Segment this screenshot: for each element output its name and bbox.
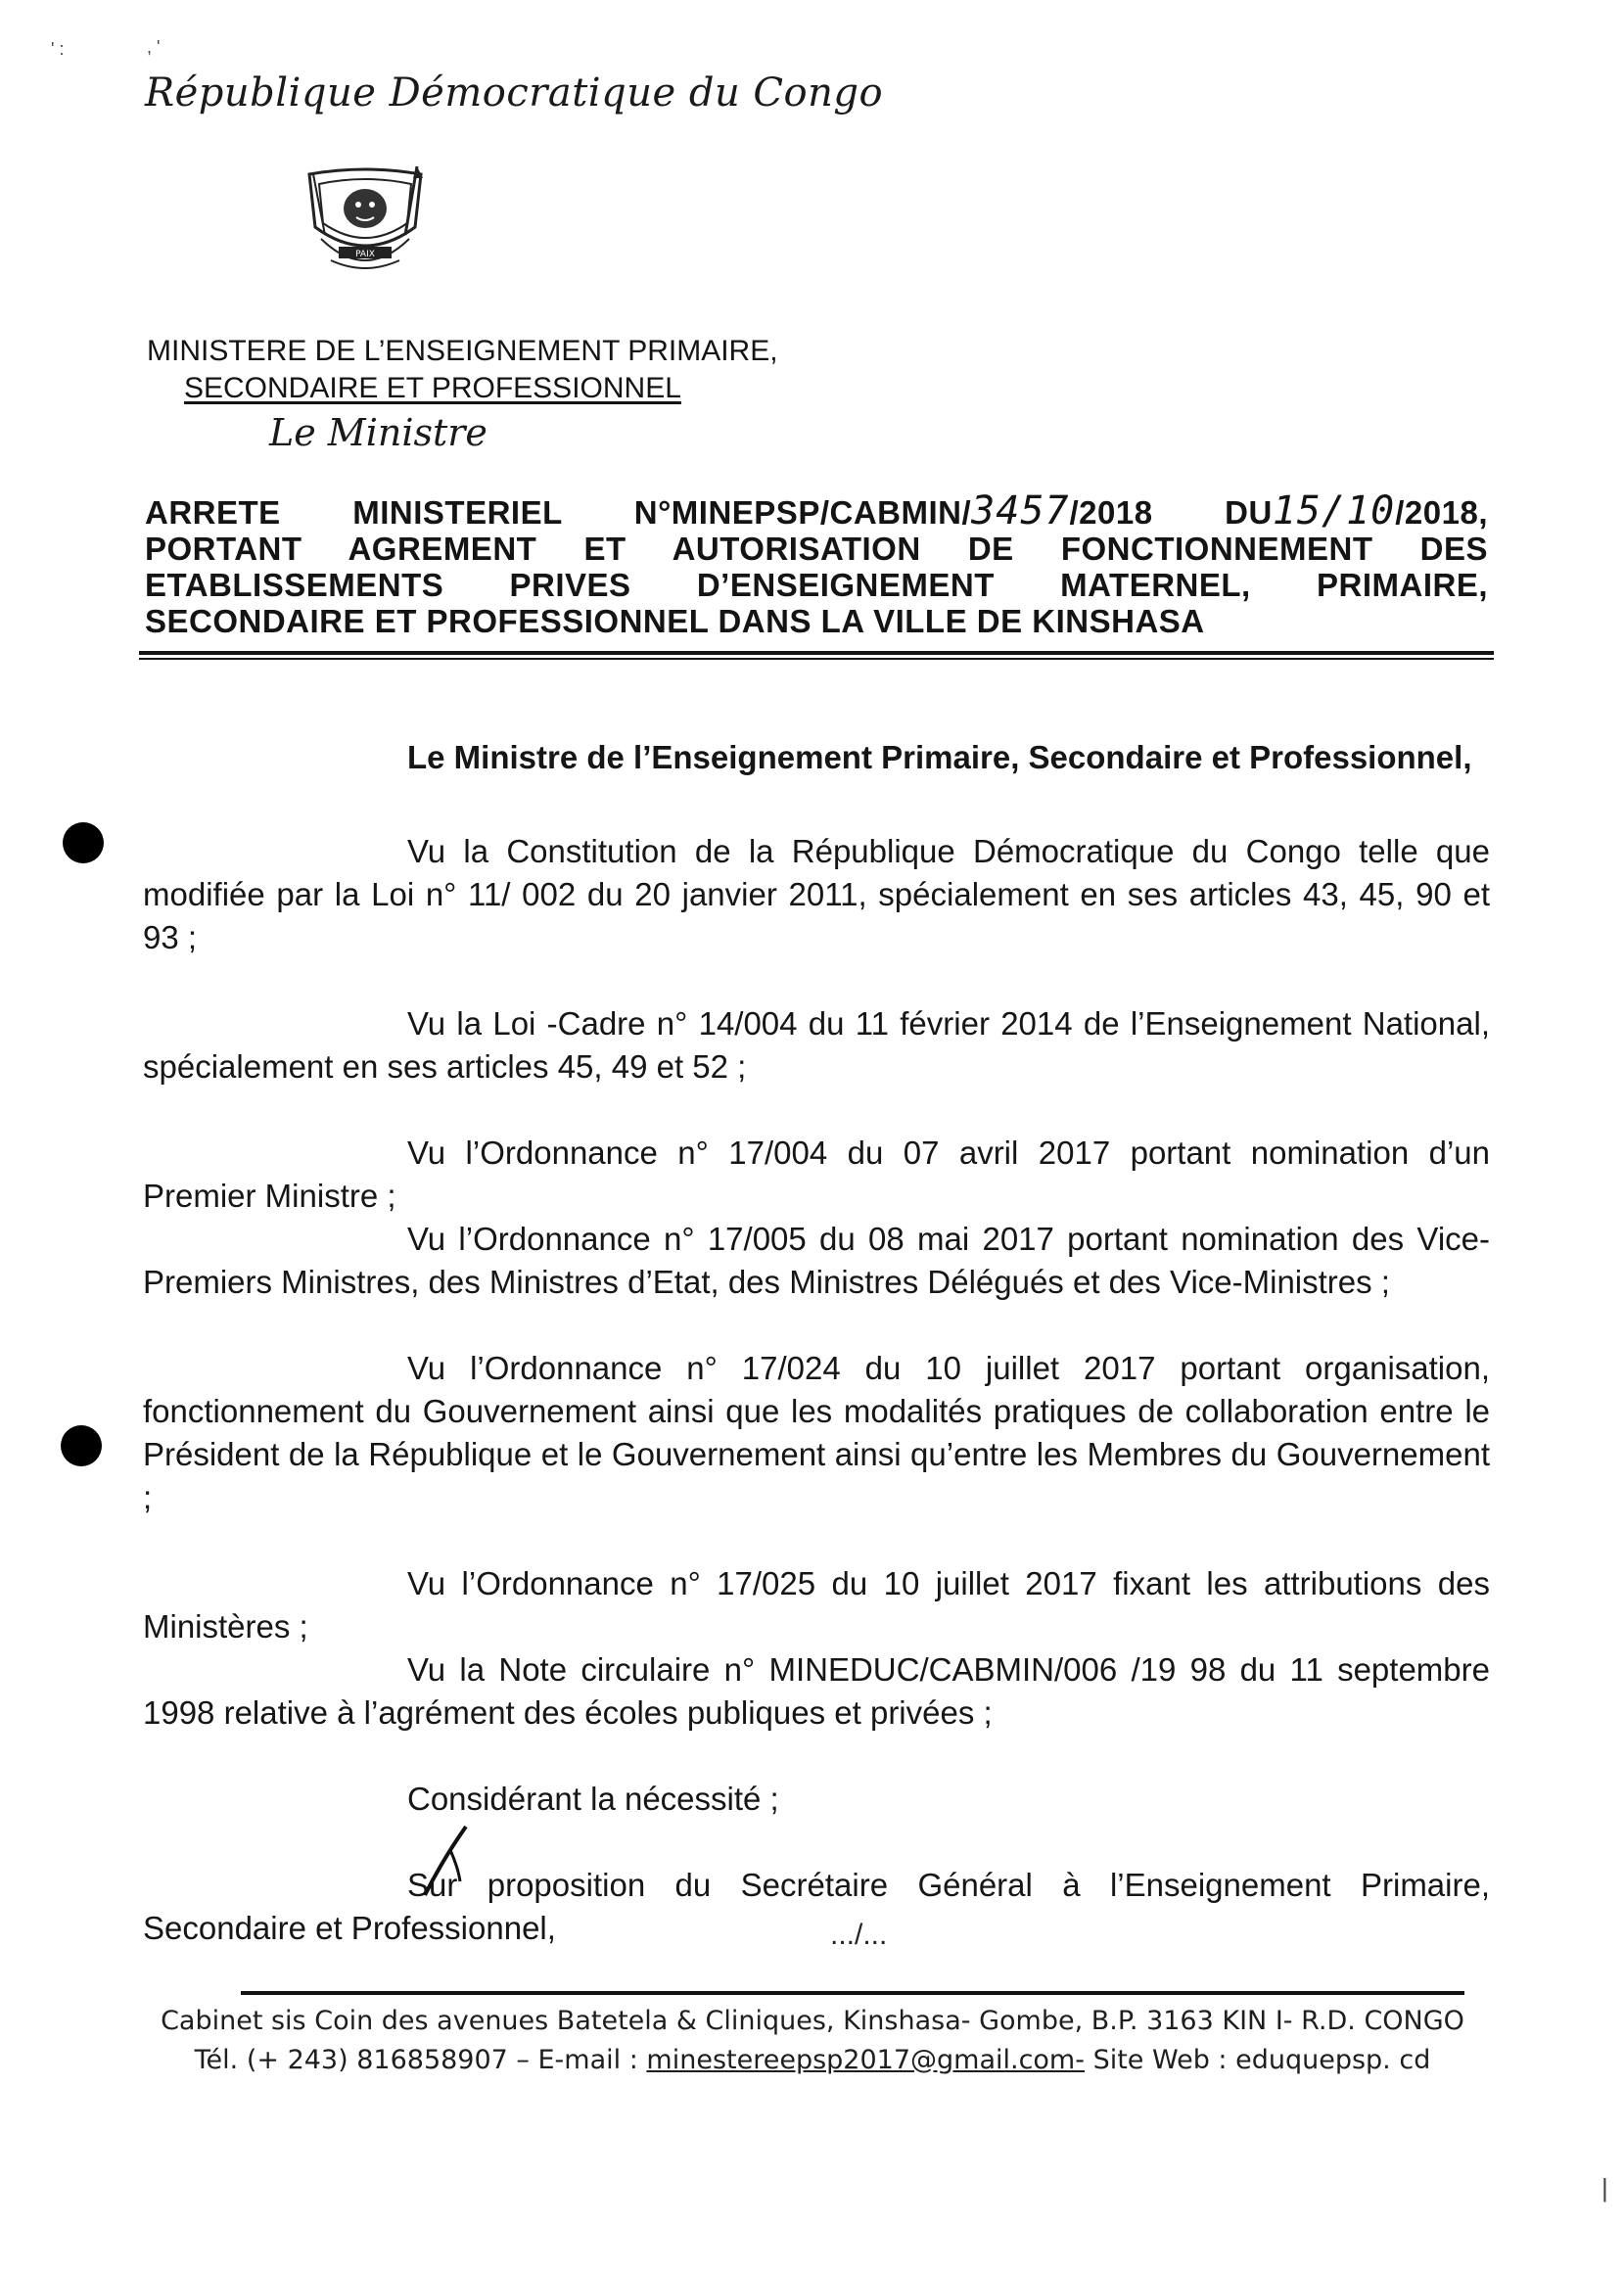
country-heading: République Démocratique du Congo xyxy=(145,70,884,116)
scan-speck: ' : xyxy=(51,39,65,59)
handwritten-initial-mark xyxy=(421,1821,480,1899)
ministry-block xyxy=(147,333,778,407)
decree-date-label: /2018 DU xyxy=(1069,494,1273,531)
body-heading: Le Ministre de l’Enseignement Primaire, Secondaire et Professionnel, xyxy=(407,739,1472,775)
title-rule-thin xyxy=(139,658,1494,660)
footer-address: Cabinet sis Coin des avenues Batetela & Cliniques, Kinshasa- Gombe, B.P. 3163 KIN I- R.D. CONGO xyxy=(161,2006,1464,2036)
recital-loi-cadre: Vu la Loi -Cadre n° 14/004 du 11 février 2014 de l’Enseignement National, spécialement en ses articles 45, 49 et 52 ; xyxy=(143,1005,1490,1085)
footer-contact xyxy=(98,2041,1527,2080)
recital-ordonnance-17-005: Vu l’Ordonnance n° 17/005 du 08 mai 2017 portant nomination des Vice-Premiers Ministres, des Ministres d’Etat, des Ministres Délégués et des Vice-Ministres ; xyxy=(143,1221,1490,1300)
recital-sur-proposition: Sur proposition du Secrétaire Général à l’Enseignement Primaire, Secondaire et Professionnel, xyxy=(143,1867,1490,1946)
recital-note-circulaire: Vu la Note circulaire n° MINEDUC/CABMIN/006 /19 98 du 11 septembre 1998 relative à l’agrément des écoles publiques et privées ; xyxy=(143,1651,1490,1731)
punch-hole-mark xyxy=(61,1425,102,1466)
title-rule-thick xyxy=(139,651,1494,655)
recital-ordonnance-17-024: Vu l’Ordonnance n° 17/024 du 10 juillet 2017 portant organisation, fonctionnement du Gouvernement ainsi que les modalités pratiques de collaboration entre le Président de la République et le Gouvernement ainsi qu’entre les Membres du Gouvernement ; xyxy=(143,1350,1490,1515)
decree-year: /2018, xyxy=(1395,494,1488,531)
ministry-line-1: MINISTERE DE L’ENSEIGNEMENT PRIMAIRE, xyxy=(147,335,778,367)
ministry-line-2: SECONDAIRE ET PROFESSIONNEL xyxy=(184,372,681,404)
decree-title-line-4: SECONDAIRE ET PROFESSIONNEL DANS LA VILLE DE KINSHASA xyxy=(145,603,1205,639)
footer-email-link[interactable]: minestereepsp2017@gmail.com- xyxy=(646,2045,1085,2075)
footer-website: Site Web : eduquepsp. cd xyxy=(1084,2045,1431,2075)
decree-body xyxy=(143,736,1490,1950)
decree-title-line-1 xyxy=(145,488,1488,533)
footer xyxy=(98,2002,1527,2080)
svg-text:PAIX: PAIX xyxy=(355,250,375,259)
recital-considerant: Considérant la nécessité ; xyxy=(407,1781,779,1817)
page-continuation-mark: .../... xyxy=(830,1919,888,1951)
coat-of-arms-emblem xyxy=(292,164,439,287)
footer-rule xyxy=(241,1991,1464,1995)
scan-speck: , ' xyxy=(147,37,161,57)
scan-speck: | xyxy=(1601,2173,1608,2202)
footer-phone: Tél. (+ 243) 816858907 – E-mail : xyxy=(194,2045,647,2075)
decree-number-prefix: ARRETE MINISTERIEL N°MINEPSP/CABMIN/ xyxy=(145,494,972,531)
decree-title-line-2: PORTANT AGREMENT ET AUTORISATION DE FONCTIONNEMENT DES xyxy=(145,531,1488,567)
decree-title xyxy=(145,488,1488,639)
recital-ordonnance-17-004: Vu l’Ordonnance n° 17/004 du 07 avril 2017 portant nomination d’un Premier Ministre ; xyxy=(143,1135,1490,1214)
decree-title-line-3: ETABLISSEMENTS PRIVES D’ENSEIGNEMENT MATERNEL, PRIMAIRE, xyxy=(145,567,1488,603)
handwritten-decree-number: 3457 xyxy=(971,488,1070,533)
recital-constitution: Vu la Constitution de la République Démocratique du Congo telle que modifiée par la Loi n° 11/ 002 du 20 janvier 2011, spécialement en ses articles 43, 45, 90 et 93 ; xyxy=(143,833,1490,955)
recital-ordonnance-17-025: Vu l’Ordonnance n° 17/025 du 10 juillet 2017 fixant les attributions des Ministères ; xyxy=(143,1565,1490,1645)
handwritten-decree-date: 15/10 xyxy=(1272,488,1396,533)
minister-title: Le Ministre xyxy=(269,411,487,454)
punch-hole-mark xyxy=(63,822,104,863)
